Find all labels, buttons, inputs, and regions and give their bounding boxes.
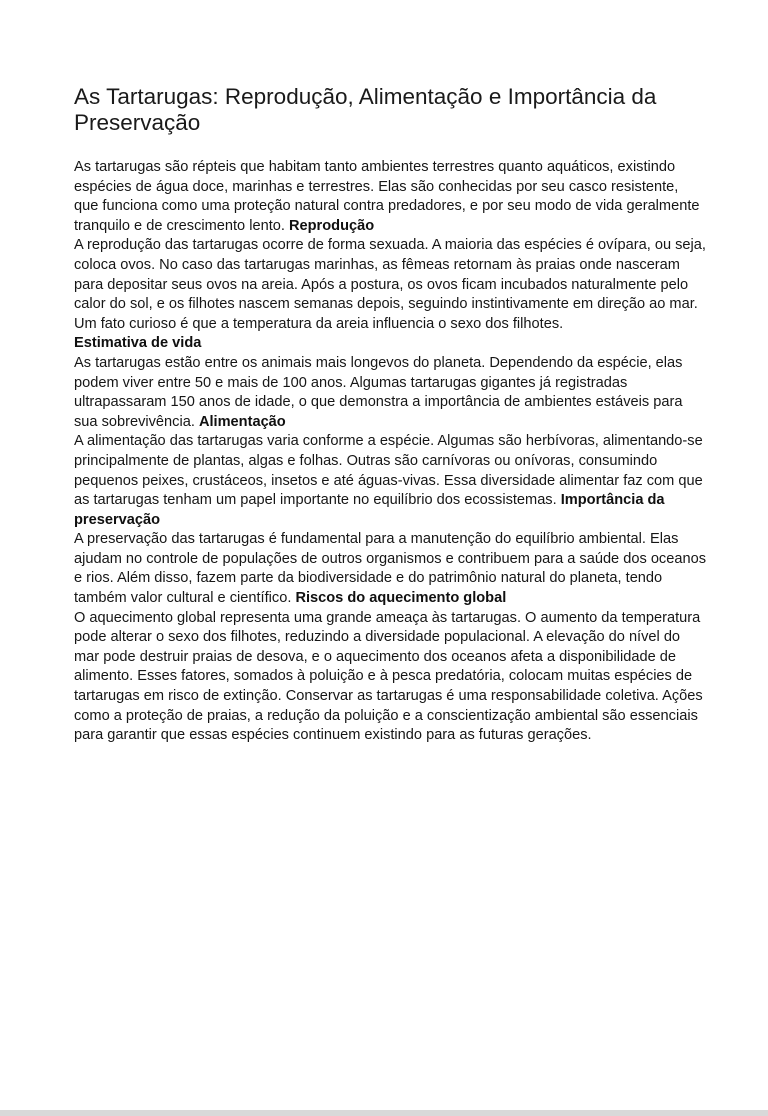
paragraph-alimentacao	[74, 432, 706, 530]
paragraph-intro	[74, 158, 706, 236]
page-bottom-edge	[0, 1110, 768, 1116]
document-title: As Tartarugas: Reprodução, Alimentação e Importância da Preservação	[74, 84, 657, 135]
document-body	[74, 158, 706, 746]
document-page	[74, 84, 706, 746]
alimentacao-text: A alimentação das tartarugas varia conforme a espécie. Algumas são herbívoras, alimentando-se principalmente de plantas, algas e folhas. Outras são carnívoras ou onívoras, consumindo pequenos peixes, crustáceos, insetos e até águas-vivas. Essa diversidade alimentar faz com que as tartarugas tenham um papel importante no equilíbrio dos ecossistemas.	[74, 433, 703, 509]
heading-riscos-do-aquecimento-global: Riscos do aquecimento global	[295, 590, 507, 607]
paragraph-preservacao	[74, 530, 706, 608]
paragraph-reproducao	[74, 236, 706, 334]
reproducao-text: A reprodução das tartarugas ocorre de forma sexuada. A maioria das espécies é ovípara, ou seja, coloca ovos. No caso das tartarugas marinhas, as fêmeas retornam às praias onde nasceram para depositar seus ovos na areia. Após a postura, os ovos ficam incubados naturalmente pelo calor do sol, e os filhotes nascem semanas depois, seguindo instintivamente em direção ao mar. Um fato curioso é que a temperatura da areia influencia o sexo dos filhotes.	[74, 237, 706, 332]
paragraph-estimativa	[74, 354, 706, 432]
paragraph-riscos	[74, 609, 706, 746]
preservacao-text: A preservação das tartarugas é fundamental para a manutenção do equilíbrio ambiental. Elas ajudam no controle de populações de outros organismos e contribuem para a saúde dos oceanos e rios. Além disso, fazem parte da biodiversidade e do patrimônio natural do planeta, tendo também valor cultural e científico.	[74, 531, 706, 607]
intro-text: As tartarugas são répteis que habitam tanto ambientes terrestres quanto aquáticos, existindo espécies de água doce, marinhas e terrestres. Elas são conhecidas por seu casco resistente, que funciona como uma proteção natural contra predadores, e por seu modo de vida geralmente tranquilo e de crescimento lento.	[74, 159, 700, 234]
heading-reproducao: Reprodução	[288, 217, 375, 234]
estimativa-text: As tartarugas estão entre os animais mais longevos do planeta. Dependendo da espécie, elas podem viver entre 50 e mais de 100 anos. Algumas tartarugas gigantes já registradas ultrapassaram 150 anos de idade, o que demonstra a importância de ambientes estáveis para sua sobrevivência.	[74, 354, 683, 430]
heading-alimentacao: Alimentação	[198, 413, 286, 430]
heading-importancia-da-preservacao: Importância da preservação	[74, 492, 665, 528]
riscos-text: O aquecimento global representa uma grande ameaça às tartarugas. O aumento da temperatura pode alterar o sexo dos filhotes, reduzindo a diversidade populacional. A elevação do nível do mar pode destruir praias de desova, e o aquecimento dos oceanos afeta a disponibilidade de alimento. Esses fatores, somados à poluição e à pesca predatória, colocam muitas espécies de tartarugas em risco de extinção. Conservar as tartarugas é uma responsabilidade coletiva. Ações como a proteção de praias, a redução da poluição e a conscientização ambiental são essenciais para garantir que essas espécies continuem existindo para as futuras gerações.	[74, 609, 703, 744]
heading-estimativa-de-vida: Estimativa de vida	[74, 335, 202, 352]
